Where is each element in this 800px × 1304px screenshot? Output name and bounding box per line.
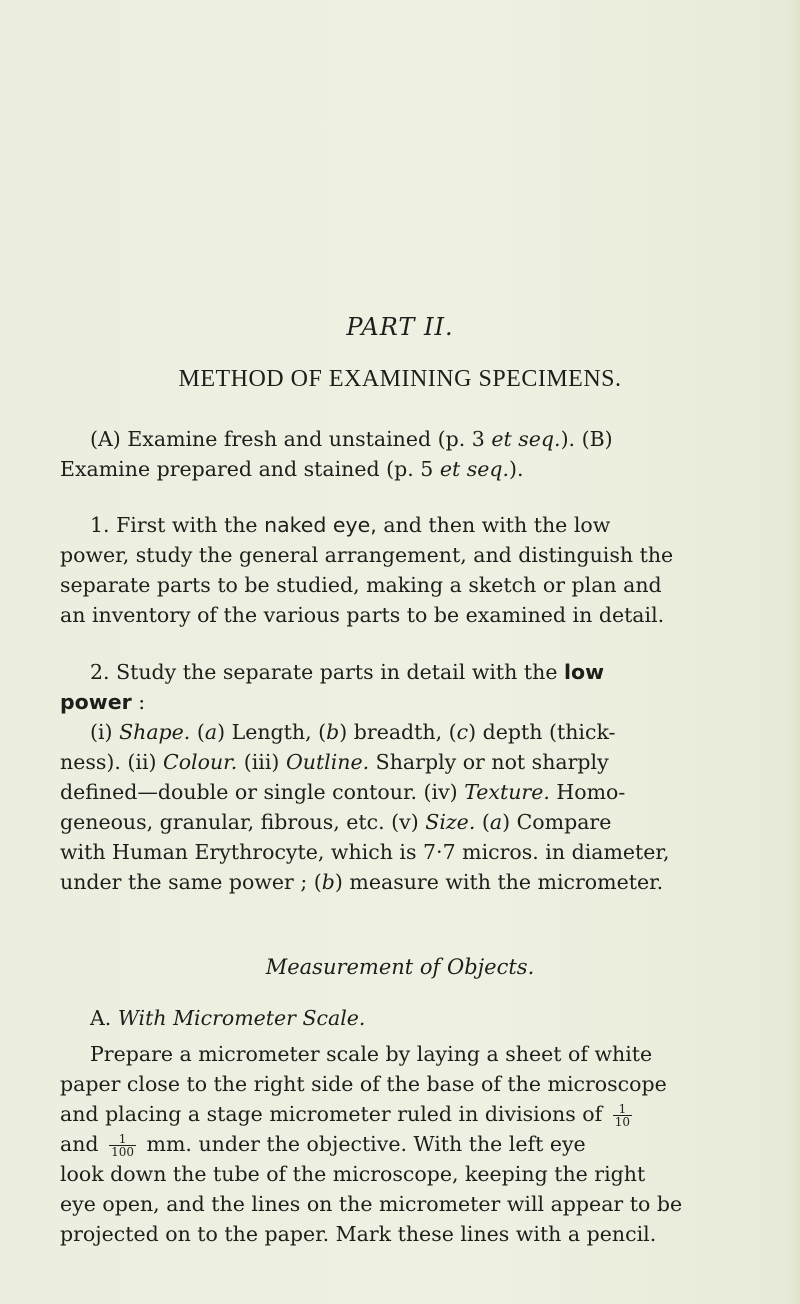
paragraph-examine <box>60 424 760 484</box>
paragraph-line: look down the tube of the microscope, keeping the right <box>60 1162 646 1186</box>
paragraph-line: with Human Erythrocyte, which is 7·7 micros. in diameter, <box>60 840 670 864</box>
paragraph-line: Prepare a micrometer scale by laying a sheet of white <box>90 1042 653 1066</box>
section-title: METHOD OF EXAMINING SPECIMENS. <box>178 366 622 392</box>
paragraph-line: 1. First with the naked eye, and then with the low <box>90 513 611 537</box>
paragraph-prepare <box>60 1039 760 1249</box>
fraction-one-tenth: $\frac{1}{10}$ <box>614 1102 631 1129</box>
subsection-heading: Measurement of Objects. <box>265 955 535 979</box>
paragraph-line: under the same power ; (b) measure with the micrometer. <box>60 870 664 894</box>
paragraph-line: power, study the general arrangement, and distinguish the <box>60 543 674 567</box>
page-edge-shadow <box>786 0 800 1304</box>
paragraph-line: Examine prepared and stained (p. 5 et seq.). <box>60 457 524 481</box>
paragraph-line: A. With Micrometer Scale. <box>90 1006 366 1030</box>
paragraph-characteristics <box>60 717 760 897</box>
paragraph-line: paper close to the right side of the base of the microscope <box>60 1072 667 1096</box>
paragraph-line: an inventory of the various parts to be examined in detail. <box>60 603 665 627</box>
part-title: PART II. <box>346 313 454 341</box>
paragraph-line: (A) Examine fresh and unstained (p. 3 et seq.). (B) <box>90 427 613 451</box>
paragraph-line: ness). (ii) Colour. (iii) Outline. Sharply or not sharply <box>60 750 609 774</box>
paragraph-2 <box>60 657 760 717</box>
paragraph-line: (i) Shape. (a) Length, (b) breadth, (c) depth (thick- <box>90 720 616 744</box>
paragraph-line: projected on to the paper. Mark these lines with a pencil. <box>60 1222 657 1246</box>
paragraph-line: eye open, and the lines on the micrometer will appear to be <box>60 1192 683 1216</box>
paragraph-line: 2. Study the separate parts in detail with the low <box>90 660 605 684</box>
paragraph-line: and $\frac{1}{100}$ mm. under the objective. With the left eye <box>60 1132 586 1159</box>
paragraph-line: separate parts to be studied, making a sketch or plan and <box>60 573 662 597</box>
paragraph-line: defined—double or single contour. (iv) Texture. Homo- <box>60 780 626 804</box>
paragraph-line: geneous, granular, fibrous, etc. (v) Size. (a) Compare <box>60 810 612 834</box>
fraction-one-hundredth: $\frac{1}{100}$ <box>111 1132 134 1159</box>
heading-micrometer-scale <box>60 1003 760 1033</box>
paragraph-1 <box>60 510 760 630</box>
paragraph-line: power : <box>60 690 146 714</box>
paragraph-line: and placing a stage micrometer ruled in divisions of $\frac{1}{10}$ <box>60 1102 631 1129</box>
